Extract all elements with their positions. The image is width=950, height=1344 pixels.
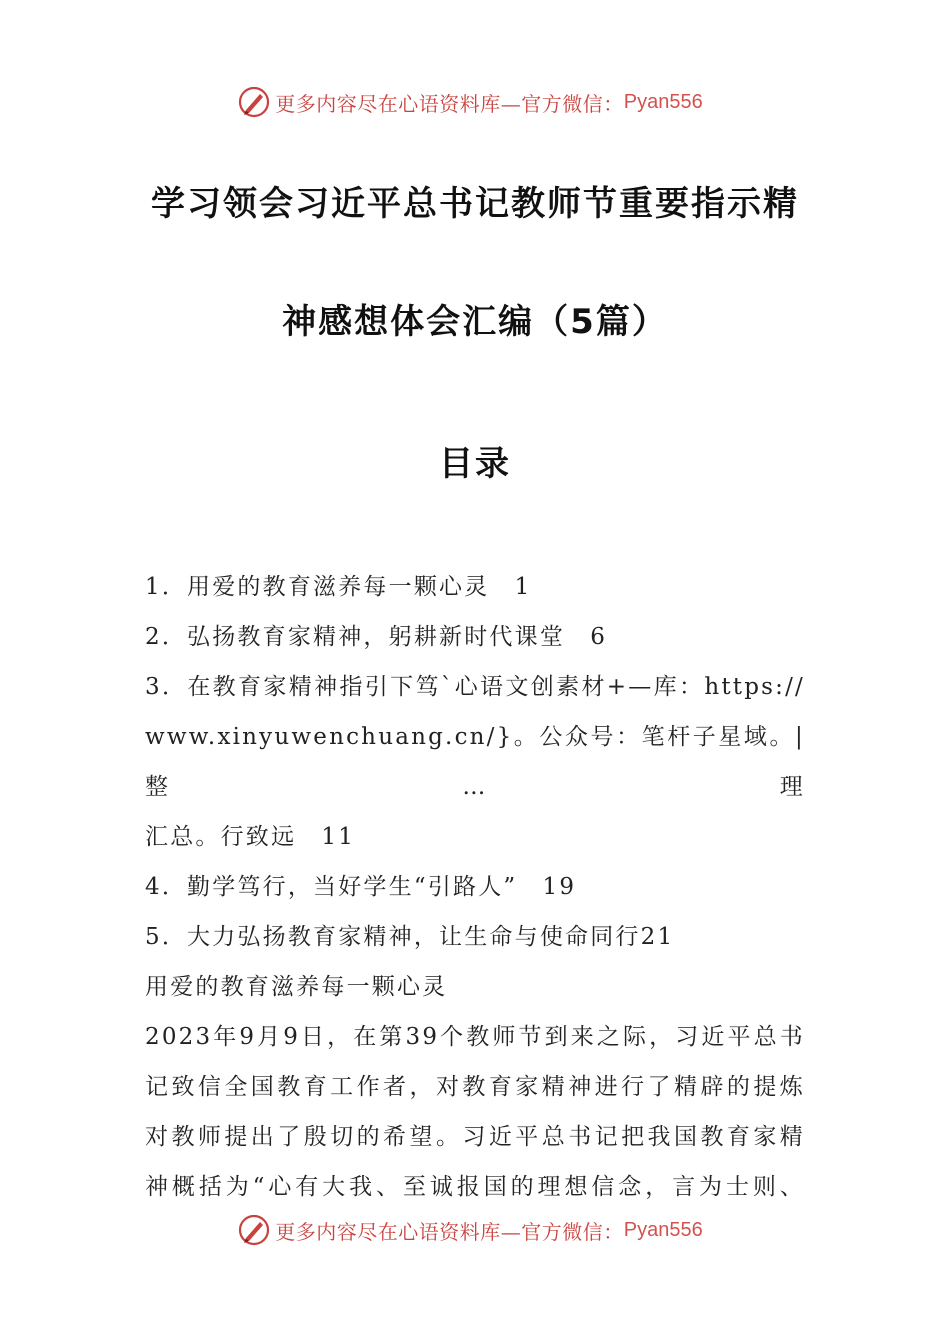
footer-watermark-banner	[0, 1210, 950, 1250]
article-paragraph-line: 对教师提出了殷切的希望。习近平总书记把我国教育家精	[145, 1124, 805, 1150]
pen-logo-icon	[237, 1213, 271, 1247]
pen-logo-icon	[237, 85, 271, 119]
toc-heading: 目录	[439, 444, 511, 484]
toc-item-continuation: 汇总。行致远 11	[145, 824, 356, 850]
article-paragraph-line: 2023年9月9日，在第39个教师节到来之际，习近平总书	[145, 1024, 805, 1050]
document-title-line-1: 学习领会习近平总书记教师节重要指示精	[151, 184, 799, 224]
toc-item: 3．在教育家精神指引下笃`心语文创素材+—库：https://	[145, 674, 805, 700]
banner-text: 更多内容尽在心语资料库—官方微信：	[275, 1219, 624, 1244]
toc-item: 2．弘扬教育家精神，躬耕新时代课堂 6	[145, 624, 608, 650]
toc-item: 1．用爱的教育滋养每一颗心灵 1	[145, 574, 532, 600]
header-watermark-banner	[0, 82, 950, 122]
toc-item-continuation: www.xinyuwenchuang.cn/}。公众号：笔杆子星域。|整…理	[145, 724, 805, 800]
article-paragraph-line: 记致信全国教育工作者，对教育家精神进行了精辟的提炼	[145, 1074, 805, 1100]
document-title-line-2: 神感想体会汇编（5篇）	[282, 302, 668, 342]
banner-wechat-id: Pyan556	[623, 1218, 703, 1241]
toc-item: 5．大力弘扬教育家精神，让生命与使命同行21	[145, 924, 675, 950]
article-paragraph-line: 神概括为“心有大我、至诚报国的理想信念，言为士则、	[145, 1174, 805, 1200]
article-heading: 用爱的教育滋养每一颗心灵	[145, 974, 448, 1000]
toc-item: 4．勤学笃行，当好学生“引路人” 19	[145, 874, 577, 900]
banner-text: 更多内容尽在心语资料库—官方微信：	[275, 91, 624, 116]
document-body	[145, 562, 805, 1212]
banner-wechat-id: Pyan556	[623, 90, 703, 113]
